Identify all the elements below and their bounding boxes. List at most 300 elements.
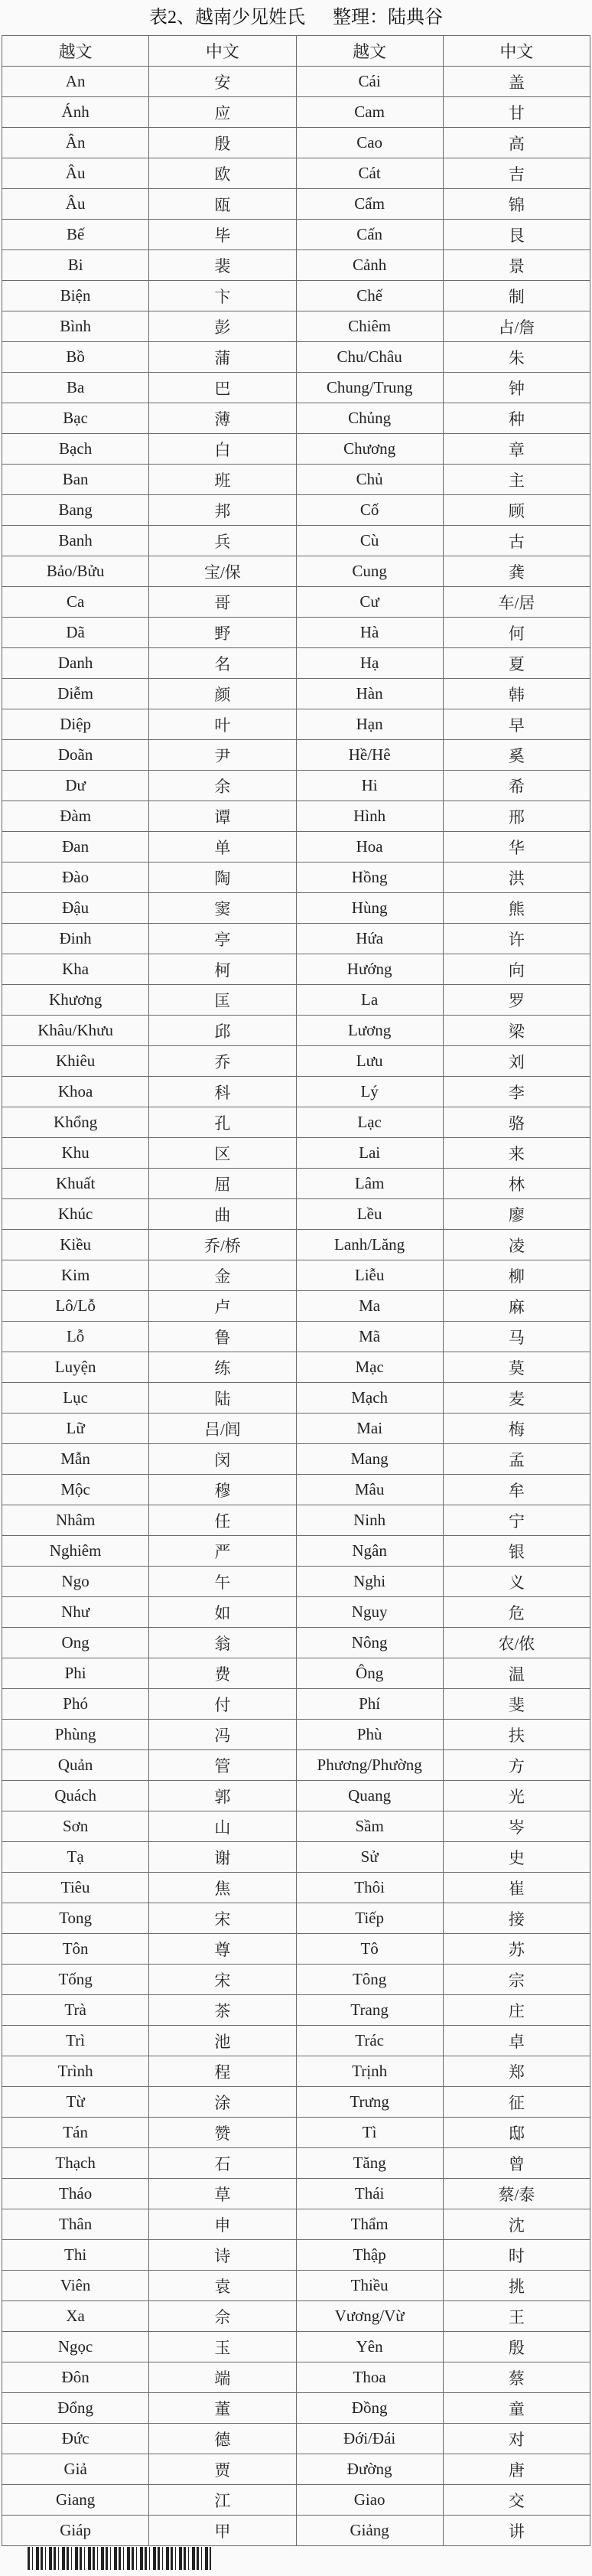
chinese-cell: 袁 [149,2271,296,2301]
vietnamese-cell: Đổng [2,2393,149,2424]
chinese-cell: 董 [149,2393,296,2424]
chinese-cell: 吉 [443,158,590,189]
vietnamese-cell: Hi [296,771,443,801]
vietnamese-cell: Tạ [2,1842,149,1873]
chinese-cell: 柯 [149,954,296,985]
vietnamese-cell: Ba [2,373,149,403]
chinese-cell: 穆 [149,1475,296,1505]
chinese-cell: 程 [149,2056,296,2087]
chinese-cell: 马 [443,1322,590,1352]
chinese-cell: 制 [443,281,590,311]
vietnamese-cell: Giả [2,2454,149,2485]
vietnamese-cell: Mạc [296,1352,443,1383]
chinese-cell: 邢 [443,801,590,832]
vietnamese-cell: Doãn [2,740,149,771]
chinese-cell: 任 [149,1505,296,1536]
vietnamese-cell: Yên [296,2332,443,2362]
vietnamese-cell: Bồ [2,342,149,373]
chinese-cell: 德 [149,2424,296,2454]
chinese-cell: 端 [149,2362,296,2393]
chinese-cell: 林 [443,1169,590,1199]
chinese-cell: 童 [443,2393,590,2424]
vietnamese-cell: Kim [2,1260,149,1291]
chinese-cell: 佘 [149,2301,296,2332]
chinese-cell: 征 [443,2087,590,2118]
vietnamese-cell: Đức [2,2424,149,2454]
chinese-cell: 陶 [149,862,296,893]
vietnamese-cell: Tăng [296,2148,443,2179]
table-row [2,618,590,648]
chinese-cell: 钟 [443,373,590,403]
chinese-cell: 锦 [443,189,590,220]
chinese-cell: 熊 [443,893,590,924]
vietnamese-cell: Hạ [296,648,443,679]
header-chinese-2: 中文 [443,36,590,67]
chinese-cell: 谭 [149,801,296,832]
table-row [2,1903,590,1934]
chinese-cell: 岑 [443,1811,590,1842]
table-row [2,2393,590,2424]
vietnamese-cell: Phùng [2,1720,149,1750]
table-row [2,1475,590,1505]
vietnamese-cell: Hề/Hê [296,740,443,771]
vietnamese-cell: Cảnh [296,250,443,281]
table-row [2,1291,590,1322]
chinese-cell: 金 [149,1260,296,1291]
chinese-cell: 曲 [149,1199,296,1230]
chinese-cell: 甲 [149,2516,296,2546]
table-row [2,1842,590,1873]
vietnamese-cell: Đan [2,832,149,862]
table-row [2,2179,590,2209]
table-row [2,128,590,158]
vietnamese-cell: Ca [2,587,149,618]
table-row [2,220,590,250]
vietnamese-cell: Giáp [2,2516,149,2546]
chinese-cell: 史 [443,1842,590,1873]
chinese-cell: 山 [149,1811,296,1842]
table-row [2,1628,590,1658]
vietnamese-cell: Thôi [296,1873,443,1903]
vietnamese-cell: Đôn [2,2362,149,2393]
chinese-cell: 邦 [149,495,296,526]
vietnamese-cell: Tháo [2,2179,149,2209]
chinese-cell: 诗 [149,2240,296,2271]
chinese-cell: 冯 [149,1720,296,1750]
table-row [2,2026,590,2056]
table-row [2,2056,590,2087]
chinese-cell: 陆 [149,1383,296,1414]
table-row [2,2332,590,2362]
table-row [2,1077,590,1107]
chinese-cell: 莫 [443,1352,590,1383]
vietnamese-cell: Quang [296,1781,443,1811]
vietnamese-cell: Giang [2,2485,149,2516]
vietnamese-cell: Nguy [296,1597,443,1628]
chinese-cell: 华 [443,832,590,862]
vietnamese-cell: Giảng [296,2516,443,2546]
table-row [2,556,590,587]
chinese-cell: 罗 [443,985,590,1016]
vietnamese-cell: Dư [2,771,149,801]
table-row [2,1965,590,1995]
chinese-cell: 银 [443,1536,590,1567]
table-body [2,67,590,2546]
vietnamese-cell: Diệp [2,709,149,740]
vietnamese-cell: Tán [2,2118,149,2148]
vietnamese-cell: Mẫn [2,1444,149,1475]
table-row [2,1444,590,1475]
vietnamese-cell: Cẩm [296,189,443,220]
vietnamese-cell: Danh [2,648,149,679]
chinese-cell: 洪 [443,862,590,893]
chinese-cell: 彭 [149,311,296,342]
table-row [2,771,590,801]
chinese-cell: 尊 [149,1934,296,1965]
chinese-cell: 应 [149,97,296,128]
vietnamese-cell: Quách [2,1781,149,1811]
chinese-cell: 池 [149,2026,296,2056]
table-row [2,709,590,740]
chinese-cell: 玉 [149,2332,296,2362]
chinese-cell: 乔 [149,1046,296,1077]
barcode-graphic [28,2547,211,2570]
table-row [2,1383,590,1414]
table-row [2,1107,590,1138]
table-row [2,862,590,893]
chinese-cell: 颜 [149,679,296,709]
vietnamese-cell: Bạch [2,434,149,465]
vietnamese-cell: Khu [2,1138,149,1169]
vietnamese-cell: Ninh [296,1505,443,1536]
chinese-cell: 吕/闾 [149,1414,296,1444]
table-row [2,2301,590,2332]
vietnamese-cell: Kiều [2,1230,149,1260]
table-row [2,2454,590,2485]
vietnamese-cell: Cù [296,526,443,556]
chinese-cell: 殷 [149,128,296,158]
chinese-cell: 叶 [149,709,296,740]
vietnamese-cell: Hoa [296,832,443,862]
vietnamese-cell: Đậu [2,893,149,924]
vietnamese-cell: Lý [296,1077,443,1107]
vietnamese-cell: Trì [2,2026,149,2056]
table-row [2,1260,590,1291]
table-row [2,465,590,495]
chinese-cell: 欧 [149,158,296,189]
vietnamese-cell: Cung [296,556,443,587]
vietnamese-cell: Ma [296,1291,443,1322]
chinese-cell: 苏 [443,1934,590,1965]
chinese-cell: 单 [149,832,296,862]
chinese-cell: 薄 [149,403,296,434]
chinese-cell: 向 [443,954,590,985]
vietnamese-cell: Chu/Châu [296,342,443,373]
vietnamese-cell: Nông [296,1628,443,1658]
chinese-cell: 尹 [149,740,296,771]
vietnamese-cell: Sử [296,1842,443,1873]
table-row [2,1720,590,1750]
vietnamese-cell: Trà [2,1995,149,2026]
chinese-cell: 科 [149,1077,296,1107]
chinese-cell: 朱 [443,342,590,373]
table-row [2,158,590,189]
chinese-cell: 韩 [443,679,590,709]
vietnamese-cell: Khương [2,985,149,1016]
chinese-cell: 占/詹 [443,311,590,342]
vietnamese-cell: Diễm [2,679,149,709]
table-row [2,1138,590,1169]
vietnamese-cell: Thân [2,2209,149,2240]
table-row [2,250,590,281]
vietnamese-cell: Âu [2,158,149,189]
chinese-cell: 宗 [443,1965,590,1995]
vietnamese-cell: Lâm [296,1169,443,1199]
table-row [2,281,590,311]
vietnamese-cell: Phó [2,1689,149,1720]
chinese-cell: 江 [149,2485,296,2516]
chinese-cell: 甘 [443,97,590,128]
chinese-cell: 车/居 [443,587,590,618]
vietnamese-cell: Mang [296,1444,443,1475]
vietnamese-cell: Ngọc [2,2332,149,2362]
vietnamese-cell: Mâu [296,1475,443,1505]
vietnamese-cell: Nghiêm [2,1536,149,1567]
table-row [2,403,590,434]
chinese-cell: 白 [149,434,296,465]
table-row [2,1597,590,1628]
vietnamese-cell: Âu [2,189,149,220]
table-row [2,2424,590,2454]
chinese-cell: 宁 [443,1505,590,1536]
chinese-cell: 宋 [149,1903,296,1934]
chinese-cell: 严 [149,1536,296,1567]
vietnamese-cell: Mã [296,1322,443,1352]
chinese-cell: 交 [443,2485,590,2516]
header-vietnamese-1: 越文 [2,36,149,67]
vietnamese-cell: La [296,985,443,1016]
chinese-cell: 午 [149,1567,296,1597]
table-row [2,893,590,924]
chinese-cell: 卢 [149,1291,296,1322]
vietnamese-cell: Mạch [296,1383,443,1414]
vietnamese-cell: Lô/Lỗ [2,1291,149,1322]
vietnamese-cell: Thi [2,2240,149,2271]
vietnamese-cell: Chiêm [296,311,443,342]
vietnamese-cell: Khâu/Khưu [2,1016,149,1046]
chinese-cell: 光 [443,1781,590,1811]
vietnamese-cell: Đinh [2,924,149,954]
vietnamese-cell: Thẩm [296,2209,443,2240]
chinese-cell: 蔡/泰 [443,2179,590,2209]
chinese-cell: 龚 [443,556,590,587]
vietnamese-cell: Cư [296,587,443,618]
chinese-cell: 余 [149,771,296,801]
vietnamese-cell: Hạn [296,709,443,740]
chinese-cell: 裴 [149,250,296,281]
chinese-cell: 早 [443,709,590,740]
header-vietnamese-2: 越文 [296,36,443,67]
chinese-cell: 哥 [149,587,296,618]
chinese-cell: 庄 [443,1995,590,2026]
document-page [2,0,590,2576]
chinese-cell: 章 [443,434,590,465]
vietnamese-cell: An [2,67,149,97]
chinese-cell: 温 [443,1658,590,1689]
vietnamese-cell: Bình [2,311,149,342]
chinese-cell: 付 [149,1689,296,1720]
vietnamese-cell: Khổng [2,1107,149,1138]
table-row [2,1352,590,1383]
table-row [2,1995,590,2026]
vietnamese-cell: Khúc [2,1199,149,1230]
vietnamese-cell: Cao [296,128,443,158]
table-row [2,1414,590,1444]
vietnamese-cell: Giao [296,2485,443,2516]
table-row [2,1505,590,1536]
chinese-cell: 鲁 [149,1322,296,1352]
vietnamese-cell: Trác [296,2026,443,2056]
table-row [2,526,590,556]
chinese-cell: 何 [443,618,590,648]
vietnamese-cell: Liễu [296,1260,443,1291]
table-row [2,373,590,403]
vietnamese-cell: Xa [2,2301,149,2332]
chinese-cell: 殷 [443,2332,590,2362]
chinese-cell: 梅 [443,1414,590,1444]
vietnamese-cell: Thiều [296,2271,443,2301]
vietnamese-cell: Phù [296,1720,443,1750]
chinese-cell: 安 [149,67,296,97]
vietnamese-cell: Hà [296,618,443,648]
chinese-cell: 费 [149,1658,296,1689]
vietnamese-cell: Nhâm [2,1505,149,1536]
chinese-cell: 凌 [443,1230,590,1260]
vietnamese-cell: Chương [296,434,443,465]
chinese-cell: 麦 [443,1383,590,1414]
chinese-cell: 唐 [443,2454,590,2485]
vietnamese-cell: Sơn [2,1811,149,1842]
vietnamese-cell: Lữ [2,1414,149,1444]
vietnamese-cell: Đào [2,862,149,893]
chinese-cell: 石 [149,2148,296,2179]
chinese-cell: 奚 [443,740,590,771]
chinese-cell: 宝/保 [149,556,296,587]
table-row [2,1567,590,1597]
chinese-cell: 焦 [149,1873,296,1903]
vietnamese-cell: Thái [296,2179,443,2209]
chinese-cell: 茶 [149,1995,296,2026]
vietnamese-cell: Thoa [296,2362,443,2393]
table-row [2,67,590,97]
table-row [2,2271,590,2301]
table-row [2,434,590,465]
vietnamese-cell: Bi [2,250,149,281]
table-row [2,2209,590,2240]
vietnamese-cell: Dã [2,618,149,648]
vietnamese-cell: Tống [2,1965,149,1995]
vietnamese-cell: Ong [2,1628,149,1658]
table-row [2,1934,590,1965]
chinese-cell: 窦 [149,893,296,924]
table-row [2,1536,590,1567]
table-row [2,1811,590,1842]
table-row [2,2485,590,2516]
vietnamese-cell: Chung/Trung [296,373,443,403]
vietnamese-cell: Lưu [296,1046,443,1077]
chinese-cell: 谢 [149,1842,296,1873]
chinese-cell: 赞 [149,2118,296,2148]
vietnamese-cell: Bang [2,495,149,526]
vietnamese-cell: Lều [296,1199,443,1230]
vietnamese-cell: Viên [2,2271,149,2301]
chinese-cell: 巴 [149,373,296,403]
table-row [2,1046,590,1077]
chinese-cell: 方 [443,1750,590,1781]
chinese-cell: 顾 [443,495,590,526]
table-row [2,832,590,862]
table-row [2,2148,590,2179]
chinese-cell: 许 [443,924,590,954]
vietnamese-cell: Đới/Đái [296,2424,443,2454]
table-row [2,2362,590,2393]
chinese-cell: 骆 [443,1107,590,1138]
vietnamese-cell: Nghi [296,1567,443,1597]
vietnamese-cell: Chế [296,281,443,311]
chinese-cell: 高 [443,128,590,158]
chinese-cell: 屈 [149,1169,296,1199]
chinese-cell: 区 [149,1138,296,1169]
vietnamese-cell: Tô [296,1934,443,1965]
table-row [2,1230,590,1260]
chinese-cell: 卓 [443,2026,590,2056]
vietnamese-cell: Chủ [296,465,443,495]
vietnamese-cell: Thập [296,2240,443,2271]
vietnamese-cell: Đàm [2,801,149,832]
table-row [2,97,590,128]
chinese-cell: 蔡 [443,2362,590,2393]
vietnamese-cell: Bảo/Bửu [2,556,149,587]
vietnamese-cell: Tong [2,1903,149,1934]
vietnamese-cell: Khoa [2,1077,149,1107]
chinese-cell: 牟 [443,1475,590,1505]
table-row [2,1016,590,1046]
chinese-cell: 主 [443,465,590,495]
table-row [2,495,590,526]
table-row [2,924,590,954]
vietnamese-cell: Mai [296,1414,443,1444]
table-row [2,985,590,1016]
chinese-cell: 斐 [443,1689,590,1720]
vietnamese-cell: Phi [2,1658,149,1689]
vietnamese-cell: Khiêu [2,1046,149,1077]
table-row [2,1873,590,1903]
chinese-cell: 名 [149,648,296,679]
vietnamese-cell: Thạch [2,2148,149,2179]
chinese-cell: 夏 [443,648,590,679]
chinese-cell: 崔 [443,1873,590,1903]
chinese-cell: 沈 [443,2209,590,2240]
vietnamese-cell: Lai [296,1138,443,1169]
vietnamese-cell: Khuất [2,1169,149,1199]
table-row [2,2118,590,2148]
vietnamese-cell: Tôn [2,1934,149,1965]
table-row [2,1199,590,1230]
chinese-cell: 时 [443,2240,590,2271]
vietnamese-cell: Kha [2,954,149,985]
vietnamese-cell: Tì [296,2118,443,2148]
chinese-cell: 危 [443,1597,590,1628]
